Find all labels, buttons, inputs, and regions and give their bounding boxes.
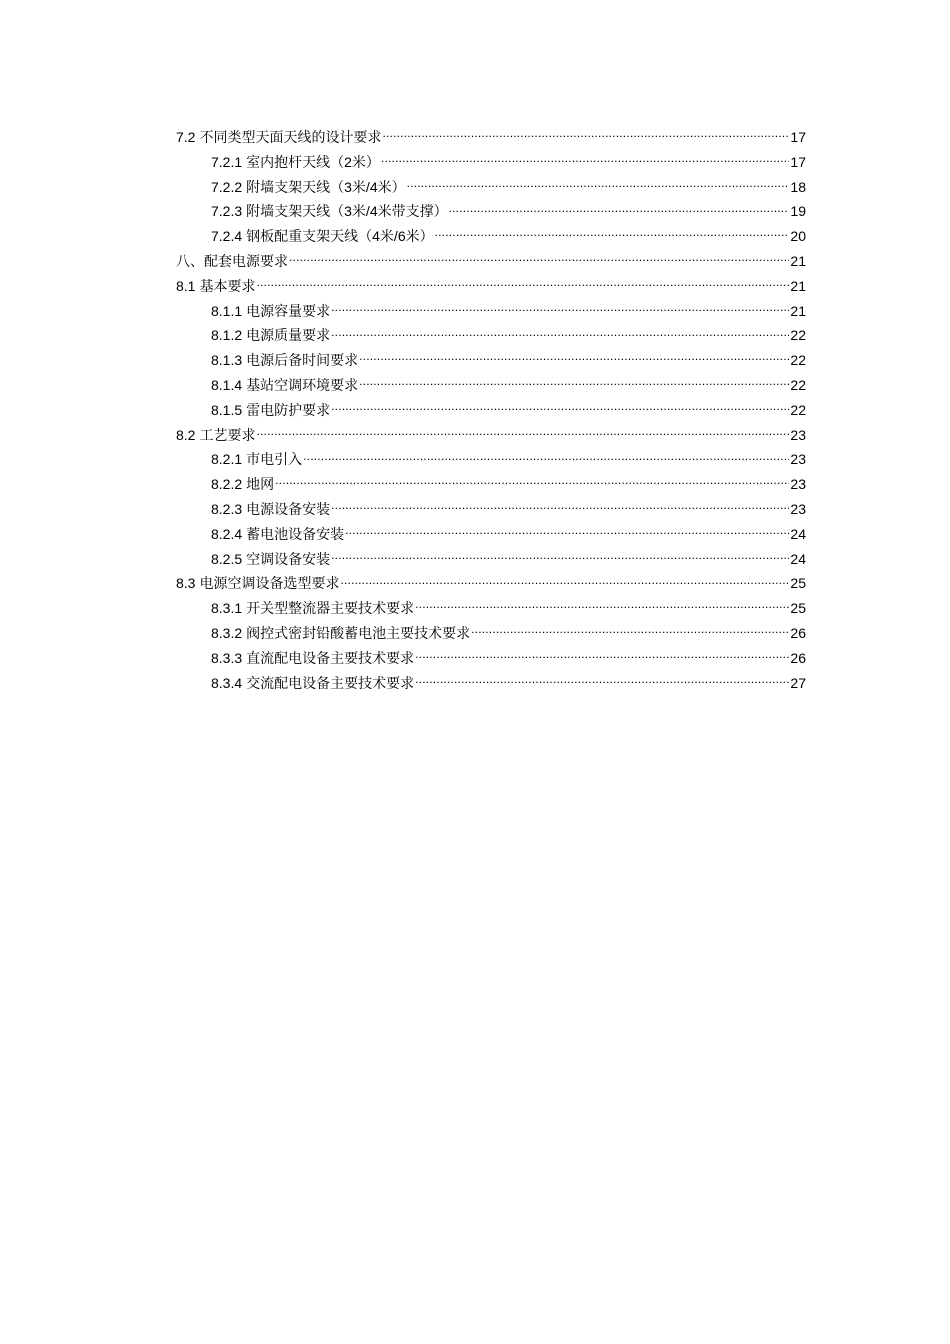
toc-entry-label xyxy=(211,472,274,497)
toc-page-number: 24 xyxy=(790,550,806,567)
toc-dot-leader xyxy=(256,277,789,291)
toc-page-number: 22 xyxy=(790,327,806,344)
toc-entry-title: 电源空调设备选型要求 xyxy=(199,575,340,592)
toc-entry[interactable] xyxy=(176,249,806,274)
toc-entry-title: 蓄电池设备安装 xyxy=(246,525,345,542)
toc-entry-number: 8.2.4 xyxy=(211,525,243,542)
toc-dot-leader xyxy=(331,302,789,316)
toc-entry-title: 雷电防护要求 xyxy=(246,401,331,418)
toc-entry[interactable] xyxy=(176,596,806,621)
toc-entry-title: 电源后备时间要求 xyxy=(246,352,359,369)
toc-page-number: 17 xyxy=(790,129,806,145)
toc-entry-label xyxy=(211,175,406,200)
toc-entry-number: 8.2.3 xyxy=(211,500,243,517)
toc-entry-label xyxy=(211,150,380,175)
toc-entry-number: 8.3.3 xyxy=(211,649,243,666)
toc-entry-title: 不同类型天面天线的设计要求 xyxy=(199,129,382,145)
toc-entry-label xyxy=(211,522,344,547)
toc-entry[interactable] xyxy=(176,274,806,299)
toc-entry-label xyxy=(211,621,470,646)
toc-dot-leader xyxy=(381,153,789,167)
toc-entry-title: 电源容量要求 xyxy=(246,302,331,319)
toc-entry-title: 基本要求 xyxy=(199,277,256,294)
toc-entry-title: 直流配电设备主要技术要求 xyxy=(246,649,415,666)
toc-page-number: 22 xyxy=(790,352,806,369)
toc-page-number: 22 xyxy=(790,401,806,418)
toc-dot-leader xyxy=(331,550,789,564)
toc-entry-title: 附墙支架天线（3米/4米带支撑） xyxy=(246,203,448,220)
toc-entry-number: 8.1.1 xyxy=(211,302,243,319)
toc-entry-label xyxy=(211,646,414,671)
toc-page-number: 19 xyxy=(790,203,806,220)
toc-entry-label xyxy=(211,447,302,472)
toc-page-number: 22 xyxy=(790,376,806,393)
toc-entry[interactable] xyxy=(176,348,806,373)
toc-entry[interactable] xyxy=(176,398,806,423)
toc-entry-number: 8.2.2 xyxy=(211,476,243,493)
toc-entry-number: 8.1 xyxy=(176,277,196,294)
toc-page-number: 23 xyxy=(790,500,806,517)
toc-entry[interactable] xyxy=(176,646,806,671)
toc-dot-leader xyxy=(331,326,789,340)
toc-dot-leader xyxy=(275,475,789,489)
toc-entry-title: 钢板配重支架天线（4米/6米） xyxy=(246,228,434,245)
toc-page-number: 21 xyxy=(790,252,806,269)
toc-entry-number: 8.3.1 xyxy=(211,600,243,617)
table-of-contents xyxy=(176,125,806,695)
toc-entry-label xyxy=(211,596,414,621)
toc-entry-number: 8.1.2 xyxy=(211,327,243,344)
toc-entry-label xyxy=(211,671,414,696)
toc-entry-title: 开关型整流器主要技术要求 xyxy=(246,600,415,617)
toc-dot-leader xyxy=(331,401,789,415)
toc-page-number: 23 xyxy=(790,426,806,443)
toc-entry[interactable] xyxy=(176,423,806,448)
toc-entry[interactable] xyxy=(176,299,806,324)
toc-entry[interactable] xyxy=(176,323,806,348)
toc-entry-title: 室内抱杆天线（2米） xyxy=(246,153,380,170)
toc-entry-title: 交流配电设备主要技术要求 xyxy=(246,674,415,691)
toc-entry-label xyxy=(211,373,358,398)
toc-dot-leader xyxy=(407,178,790,192)
toc-entry[interactable] xyxy=(176,671,806,696)
toc-entry[interactable] xyxy=(176,522,806,547)
toc-entry-number: 8.1.5 xyxy=(211,401,243,418)
toc-dot-leader xyxy=(289,252,789,266)
toc-entry-title: 市电引入 xyxy=(246,451,303,468)
toc-page-number: 18 xyxy=(790,178,806,195)
toc-entry-label xyxy=(211,299,330,324)
toc-entry-label xyxy=(211,348,358,373)
toc-dot-leader xyxy=(303,450,789,464)
toc-entry-label xyxy=(211,497,330,522)
toc-page-number: 20 xyxy=(790,228,806,245)
toc-entry-title: 空调设备安装 xyxy=(246,550,331,567)
toc-entry-number: 8.1.3 xyxy=(211,352,243,369)
toc-entry-label xyxy=(211,547,330,572)
toc-entry-number: 8.3.4 xyxy=(211,674,243,691)
toc-page-number: 26 xyxy=(790,624,806,641)
toc-page-number: 17 xyxy=(790,153,806,170)
toc-page-number: 23 xyxy=(790,476,806,493)
toc-entry-label xyxy=(176,423,255,448)
toc-entry[interactable] xyxy=(176,621,806,646)
toc-entry-number: 8.1.4 xyxy=(211,376,243,393)
toc-dot-leader xyxy=(331,500,789,514)
toc-entry-number: 7.2 xyxy=(176,129,196,145)
toc-entry-label xyxy=(176,249,288,274)
toc-entry-number: 7.2.1 xyxy=(211,153,243,170)
toc-page-number: 24 xyxy=(790,525,806,542)
toc-dot-leader xyxy=(359,376,789,390)
toc-dot-leader xyxy=(359,351,789,365)
toc-entry[interactable] xyxy=(176,472,806,497)
toc-dot-leader xyxy=(471,624,789,638)
toc-entry-number: 8.3 xyxy=(176,575,196,592)
toc-entry[interactable] xyxy=(176,497,806,522)
toc-dot-leader xyxy=(415,599,789,613)
toc-entry-number: 8.3.2 xyxy=(211,624,243,641)
toc-entry-label xyxy=(176,125,381,150)
toc-entry[interactable] xyxy=(176,150,806,175)
toc-entry-number: 8.2.1 xyxy=(211,451,243,468)
toc-entry-number: 8.2 xyxy=(176,426,196,443)
toc-entry-number: 7.2.3 xyxy=(211,203,243,220)
toc-page-number: 25 xyxy=(790,575,806,592)
toc-page-number: 23 xyxy=(790,451,806,468)
toc-dot-leader xyxy=(449,202,790,216)
toc-entry[interactable] xyxy=(176,175,806,200)
toc-dot-leader xyxy=(340,574,789,588)
toc-entry-title: 基站空调环境要求 xyxy=(246,376,359,393)
toc-entry[interactable] xyxy=(176,373,806,398)
toc-dot-leader xyxy=(345,525,789,539)
toc-entry-label xyxy=(176,274,255,299)
toc-entry-number: 7.2.4 xyxy=(211,228,243,245)
toc-entry-title: 附墙支架天线（3米/4米） xyxy=(246,178,406,195)
toc-entry-title: 八、配套电源要求 xyxy=(176,252,288,269)
toc-entry-title: 地网 xyxy=(246,476,275,493)
toc-entry-label xyxy=(211,398,330,423)
toc-entry-label xyxy=(176,571,339,596)
toc-entry-title: 阀控式密封铅酸蓄电池主要技术要求 xyxy=(246,624,471,641)
toc-page-number: 25 xyxy=(790,600,806,617)
toc-page-number: 21 xyxy=(790,277,806,294)
toc-entry-title: 电源质量要求 xyxy=(246,327,331,344)
toc-dot-leader xyxy=(435,227,790,241)
toc-entry-title: 电源设备安装 xyxy=(246,500,331,517)
toc-dot-leader xyxy=(415,649,789,663)
toc-page-number: 21 xyxy=(790,302,806,319)
toc-entry-number: 8.2.5 xyxy=(211,550,243,567)
toc-dot-leader xyxy=(256,426,789,440)
toc-page-number: 26 xyxy=(790,649,806,666)
toc-dot-leader xyxy=(382,128,789,142)
toc-entry[interactable] xyxy=(176,224,806,249)
toc-entry-number: 7.2.2 xyxy=(211,178,243,195)
toc-entry[interactable] xyxy=(176,547,806,572)
toc-entry[interactable] xyxy=(176,199,806,224)
toc-entry-label xyxy=(211,323,330,348)
toc-dot-leader xyxy=(415,674,789,688)
toc-page-number: 27 xyxy=(790,674,806,691)
toc-entry-title: 工艺要求 xyxy=(199,426,256,443)
toc-entry[interactable] xyxy=(176,447,806,472)
toc-entry[interactable] xyxy=(176,571,806,596)
toc-entry-label xyxy=(211,224,434,249)
toc-entry-label xyxy=(211,199,448,224)
toc-entry[interactable] xyxy=(176,125,806,150)
